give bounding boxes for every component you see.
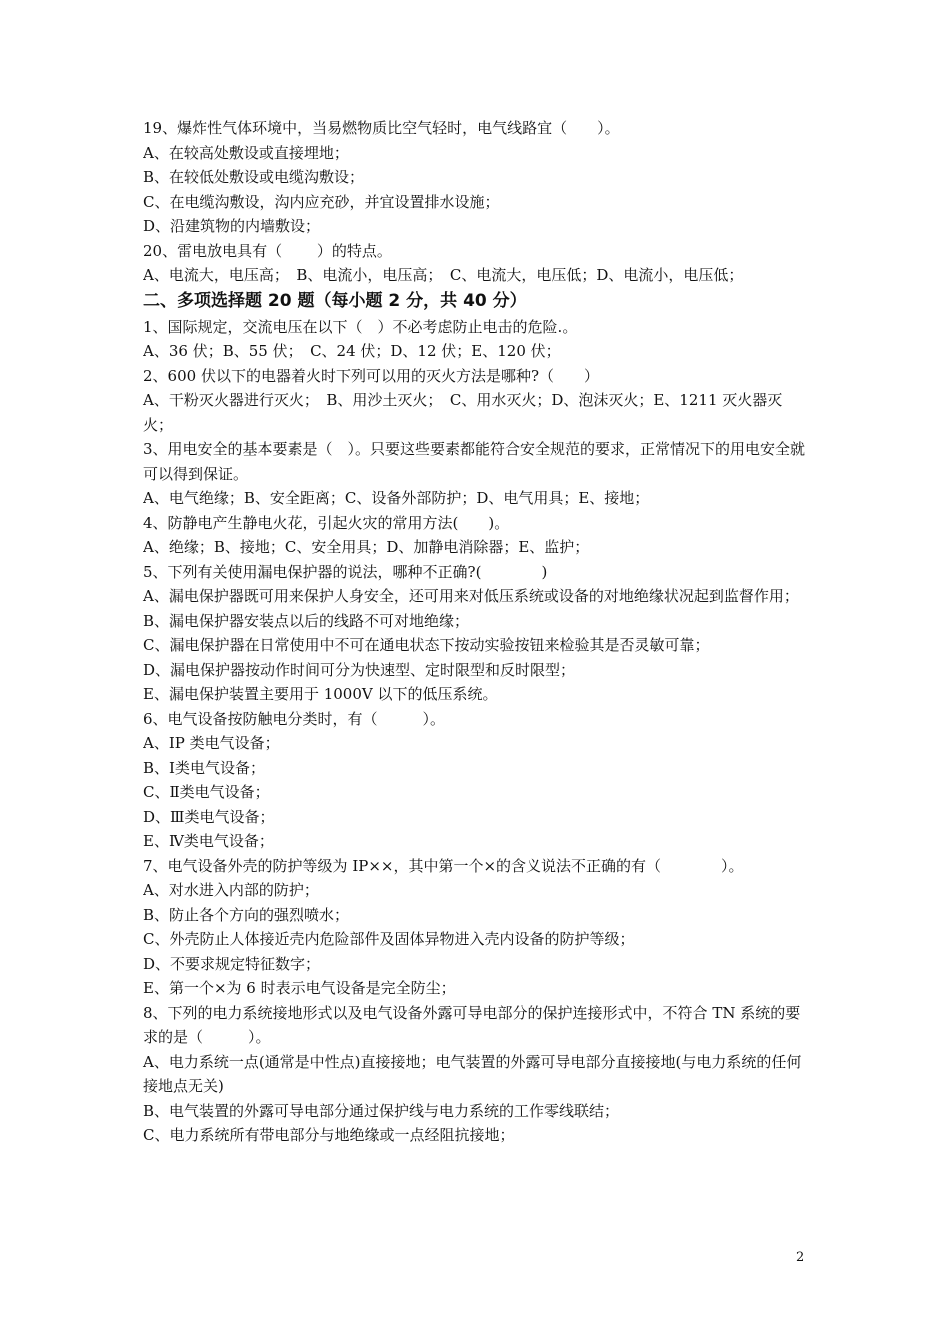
- text-line: A、绝缘；B、接地；C、安全用具；D、加静电消除器；E、监护；: [143, 538, 590, 556]
- text-paragraph: 8、下列的电力系统接地形式以及电气设备外露可导电部分的保护连接形式中，不符合 TN 系统的要求的是（ ）。: [143, 1003, 801, 1046]
- text-line: A、IP 类电气设备；: [143, 734, 280, 752]
- text-paragraph: 3、用电安全的基本要素是（ ）。只要这些要素都能符合安全规范的要求，正常情况下的用电安全就可以得到保证。: [143, 440, 806, 483]
- text-line: 6、电气设备按防触电分类时，有（ ）。: [143, 709, 446, 728]
- text-line: D、沿建筑物的内墙敷设；: [143, 217, 321, 235]
- text-line: A、电流大，电压高； B、电流小，电压高； C、电流大，电压低；D、电流小，电压低；: [143, 266, 744, 284]
- page-number: 2: [796, 1250, 805, 1265]
- text-line: C、漏电保护器在日常使用中不可在通电状态下按动实验按钮来检验其是否灵敏可靠；: [143, 636, 710, 654]
- text-line: D、漏电保护器按动作时间可分为快速型、定时限型和反时限型；: [143, 660, 576, 679]
- text-line: D、不要求规定特征数字；: [143, 954, 321, 973]
- text-paragraph: A、漏电保护器既可用来保护人身安全，还可用来对低压系统或设备的对地绝缘状况起到监督作用；: [143, 587, 799, 605]
- text-line: 2、600 伏以下的电器着火时下列可以用的灭火方法是哪种?（ ）: [143, 366, 599, 385]
- text-line: E、Ⅳ类电气设备；: [143, 832, 274, 850]
- text-line: E、漏电保护装置主要用于 1000V 以下的低压系统。: [143, 685, 498, 703]
- text-line: B、在较低处敷设或电缆沟敷设；: [143, 168, 365, 186]
- section-heading: 二、多项选择题 20 题（每小题 2 分，共 40 分）: [143, 290, 527, 311]
- text-line: C、电力系统所有带电部分与地绝缘或一点经阻抗接地；: [143, 1126, 515, 1144]
- text-line: D、Ⅲ类电气设备；: [143, 807, 275, 826]
- text-line: 20、雷电放电具有（ ）的特点。: [143, 241, 392, 260]
- text-line: B、Ⅰ类电气设备；: [143, 758, 265, 777]
- text-line: C、在电缆沟敷设，沟内应充砂，并宜设置排水设施；: [143, 192, 500, 211]
- text-line: 19、爆炸性气体环境中，当易燃物质比空气轻时，电气线路宜（ ）。: [143, 119, 620, 137]
- text-paragraph: A、电力系统一点(通常是中性点)直接接地；电气装置的外露可导电部分直接接地(与电力系统的任何接地点无关): [143, 1052, 802, 1095]
- text-line: 7、电气设备外壳的防护等级为 IP××，其中第一个×的含义说法不正确的有（ ）。: [143, 856, 744, 875]
- text-line: 1、国际规定，交流电压在以下（ ）不必考虑防止电击的危险.。: [143, 317, 578, 336]
- text-line: A、电气绝缘；B、安全距离；C、设备外部防护；D、电气用具；E、接地；: [143, 489, 650, 507]
- text-line: A、对水进入内部的防护；: [143, 881, 319, 899]
- text-line: B、漏电保护器安装点以后的线路不可对地绝缘；: [143, 611, 470, 630]
- text-line: A、在较高处敷设或直接埋地；: [143, 143, 349, 162]
- text-line: 5、下列有关使用漏电保护器的说法，哪种不正确?( ): [143, 562, 548, 581]
- text-paragraph: A、干粉灭火器进行灭火； B、用沙土灭火； C、用水灭火；D、泡沫灭火；E、1211 灭火器灭火；: [143, 391, 783, 434]
- text-line: A、36 伏；B、55 伏； C、24 伏；D、12 伏；E、120 伏；: [143, 342, 561, 360]
- text-line: E、第一个×为 6 时表示电气设备是完全防尘；: [143, 979, 456, 997]
- text-line: B、电气装置的外露可导电部分通过保护线与电力系统的工作零线联结；: [143, 1101, 620, 1120]
- text-line: B、防止各个方向的强烈喷水；: [143, 905, 350, 924]
- page-content: [143, 116, 810, 1148]
- text-line: 4、防静电产生静电火花，引起火灾的常用方法( )。: [143, 513, 510, 532]
- text-line: C、外壳防止人体接近壳内危险部件及固体异物进入壳内设备的防护等级；: [143, 930, 635, 948]
- text-line: C、Ⅱ类电气设备；: [143, 783, 270, 801]
